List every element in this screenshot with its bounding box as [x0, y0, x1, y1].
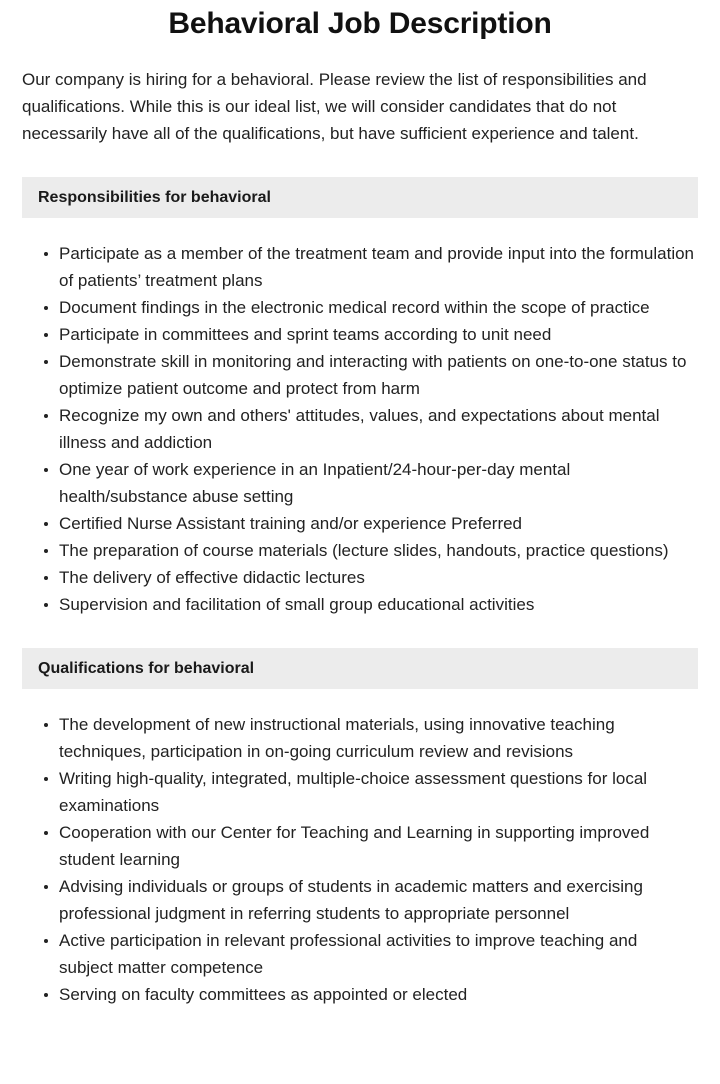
section-qualifications	[0, 648, 720, 1038]
list-item: Writing high-quality, integrated, multiple-choice assessment questions for local examinations	[22, 765, 698, 819]
list-item: Certified Nurse Assistant training and/or experience Preferred	[22, 510, 698, 537]
list-item: The preparation of course materials (lecture slides, handouts, practice questions)	[22, 537, 698, 564]
section-header-qualifications: Qualifications for behavioral	[22, 648, 698, 689]
qualifications-list	[0, 689, 720, 1038]
list-item: Document findings in the electronic medical record within the scope of practice	[22, 294, 698, 321]
responsibilities-list	[0, 218, 720, 618]
list-item: The delivery of effective didactic lectures	[22, 564, 698, 591]
intro-paragraph: Our company is hiring for a behavioral. Please review the list of responsibilities and qualifications. While this is our ideal list, we will consider candidates that do not necessarily have all of the qualifications, but have sufficient experience and talent.	[22, 70, 647, 143]
list-item: Advising individuals or groups of students in academic matters and exercising professional judgment in referring students to appropriate personnel	[22, 873, 698, 927]
list-item: Participate as a member of the treatment team and provide input into the formulation of patients’ treatment plans	[22, 240, 698, 294]
section-responsibilities	[0, 177, 720, 618]
list-item: Serving on faculty committees as appointed or elected	[22, 981, 698, 1008]
list-item: The development of new instructional materials, using innovative teaching techniques, participation in on-going curriculum review and revisions	[22, 711, 698, 765]
list-item: Active participation in relevant professional activities to improve teaching and subject matter competence	[22, 927, 698, 981]
page-title: Behavioral Job Description	[168, 7, 552, 40]
section-header-responsibilities: Responsibilities for behavioral	[22, 177, 698, 218]
list-item: Cooperation with our Center for Teaching and Learning in supporting improved student learning	[22, 819, 698, 873]
list-item: Participate in committees and sprint teams according to unit need	[22, 321, 698, 348]
list-item: Supervision and facilitation of small group educational activities	[22, 591, 698, 618]
list-item: One year of work experience in an Inpatient/24-hour-per-day mental health/substance abuse setting	[22, 456, 698, 510]
list-item: Demonstrate skill in monitoring and interacting with patients on one-to-one status to optimize patient outcome and protect from harm	[22, 348, 698, 402]
list-item: Recognize my own and others' attitudes, values, and expectations about mental illness and addiction	[22, 402, 698, 456]
